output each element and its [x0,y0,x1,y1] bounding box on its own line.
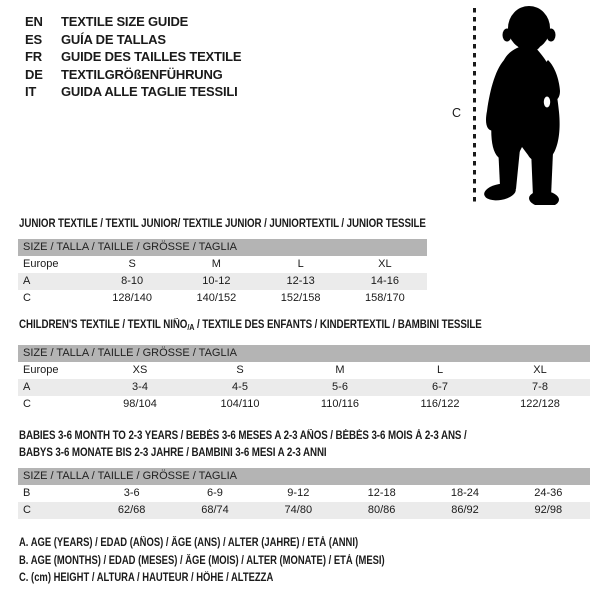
age-cell: 10-12 [174,273,258,290]
junior-size-table [18,239,427,307]
children-title-subscript: /A [187,322,195,332]
junior-title-text: JUNIOR TEXTILE / TEXTIL JUNIOR/ TEXTILE JUNIOR / JUNIORTEXTIL / JUNIOR TESSILE [19,218,426,230]
height-cell: 98/104 [123,398,157,410]
size-header-label: SIZE / TALLA / TAILLE / GRÖSSE / TAGLIA [18,468,590,485]
children-title-text [19,317,482,336]
note-c: C. (cm) HEIGHT / ALTURA / HAUTEUR / HÖHE / ALTEZZA [19,572,274,584]
months-cell: 18-24 [450,487,480,499]
height-cell: 122/128 [520,398,560,410]
age-cell: 3-4 [90,379,190,396]
guide-title-it: GUIDA ALLE TAGLIE TESSILI [61,84,238,100]
age-cell: 5-6 [290,379,390,396]
months-cell: 24-36 [534,487,563,499]
height-cell: 116/122 [420,398,460,410]
size-cell: XS [132,364,148,376]
height-cell: 68/74 [173,502,256,519]
size-header-label: SIZE / TALLA / TAILLE / GRÖSSE / TAGLIA [18,239,427,256]
months-cell: 3-6 [123,487,140,499]
size-cell: XL [533,364,547,376]
height-cell: 158/170 [364,292,405,304]
legend-notes [19,535,465,588]
table-row-europe [18,256,427,273]
table-row-height [18,396,590,413]
size-header-label: SIZE / TALLA / TAILLE / GRÖSSE / TAGLIA [18,345,590,362]
table-row-europe [18,362,590,379]
size-cell: M [211,258,221,270]
row-label: Europe [23,258,59,270]
table-row-age [18,379,590,396]
language-title-list [25,13,241,101]
babies-size-table [18,468,590,519]
height-cell: 92/98 [507,502,590,519]
height-cell: 86/92 [423,502,506,519]
height-cell: 80/86 [340,502,423,519]
months-cell: 9-12 [287,487,310,499]
measure-label-c: C [452,106,462,120]
age-cell: 12-13 [259,273,343,290]
height-cell: 128/140 [112,292,152,304]
guide-title-fr: GUIDE DES TAILLES TEXTILE [61,49,242,65]
babies-title-line1: BABIES 3-6 MONTH TO 2-3 YEARS / BEBÉS 3-6 MESES A 2-3 AÑOS / BÉBÉS 3-6 MOIS À 2-3 ANS / [19,430,467,442]
row-label: A [18,273,90,290]
size-cell: XL [378,258,392,270]
size-header-row [18,468,590,485]
note-b: B. AGE (MONTHS) / EDAD (MESES) / ÂGE (MOIS) / ALTER (MONATE) / ETÀ (MESI) [19,554,385,567]
height-cell: 74/80 [257,502,340,519]
row-label: C [23,292,31,304]
children-size-table [18,345,590,413]
language-code: EN [25,14,43,29]
language-code: ES [25,31,42,47]
size-header-row [18,345,590,362]
height-cell: 104/110 [220,398,260,410]
row-label: C [18,502,90,519]
table-row-age [18,273,427,290]
babies-section-title [19,428,546,461]
children-title-pre: CHILDREN'S TEXTILE / TEXTIL NIÑO [19,319,188,331]
size-cell: S [236,364,244,376]
table-row-months [18,485,590,502]
row-label: B [23,487,31,499]
height-cell: 62/68 [90,502,173,519]
age-cell: 8-10 [90,273,174,290]
age-cell: 14-16 [343,273,427,290]
baby-silhouette-icon [483,5,588,205]
guide-title-es: GUÍA DE TALLAS [61,31,166,47]
size-cell: L [297,258,304,270]
children-title-post: / TEXTILE DES ENFANTS / KINDERTEXTIL / BAMBINI TESSILE [194,319,482,331]
language-row-en [25,13,241,31]
row-label: C [23,398,31,410]
age-cell: 7-8 [490,379,590,396]
age-cell: 6-7 [390,379,490,396]
height-cell: 152/158 [280,292,321,304]
language-code: IT [25,84,37,100]
note-a: A. AGE (YEARS) / EDAD (AÑOS) / ÂGE (ANS) / ALTER (JAHRE) / ETÀ (ANNI) [19,537,359,549]
junior-section-title [19,216,498,233]
children-section-title [19,317,563,336]
language-row-it [25,83,241,101]
height-cell: 110/116 [320,398,360,410]
language-code: DE [25,66,43,82]
size-cell: L [436,364,444,376]
language-code: FR [25,49,42,65]
age-cell: 4-5 [190,379,290,396]
size-cell: M [335,364,345,376]
language-row-es [25,31,241,49]
size-cell: S [128,258,136,270]
language-row-de [25,66,241,84]
months-cell: 6-9 [207,487,223,499]
row-label: A [18,379,90,396]
months-cell: 12-18 [367,487,396,499]
guide-title-en: TEXTILE SIZE GUIDE [61,14,189,29]
table-row-height [18,290,427,307]
height-dashed-line [473,8,476,205]
row-label: Europe [23,364,59,376]
height-cell: 140/152 [196,292,237,304]
guide-title-de: TEXTILGRÖßENFÜHRUNG [61,66,223,82]
table-row-height [18,502,590,519]
babies-title-line2: BABYS 3-6 MONATE BIS 2-3 JAHRE / BAMBINI 3-6 MESI A 2-3 ANNI [19,446,327,459]
size-header-row [18,239,427,256]
language-row-fr [25,48,241,66]
